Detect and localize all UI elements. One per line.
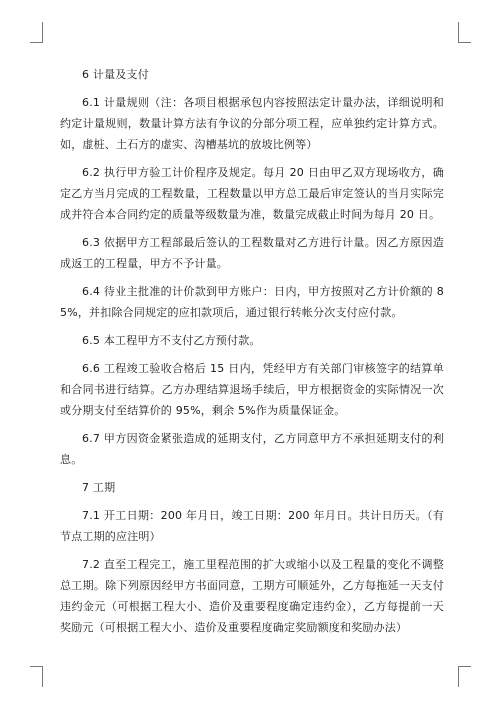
crop-mark-bottom-right <box>458 666 471 687</box>
document-body <box>60 64 444 645</box>
clause-6-6: 6.6 工程竣工验收合格后 15 日内，凭经甲方有关部门审核签字的结算单和合同书进行结算。乙方办理结算退场手续后，甲方根据资金的实际情况一次或分期支付至结算价的 95%，剩余 5%作为质量保证金。 <box>60 362 444 417</box>
clause-6-4: 6.4 待业主批准的计价款到甲方账户：日内，甲方按照对乙方计价额的 85%，并扣除合同规定的应扣款项后，通过银行转帐分次支付应付款。 <box>60 285 444 319</box>
crop-mark-top-right <box>458 22 471 43</box>
section-heading-payment: 6 计量及支付 <box>82 68 149 81</box>
clause-6-7: 6.7 甲方因资金紧张造成的延期支付，乙方同意甲方不承担延期支付的利息。 <box>60 432 444 466</box>
clause-7-2: 7.2 直至工程完工，施工里程范围的扩大或缩小以及工程量的变化不调整总工期。除下列原因经甲方书面同意，工期方可顺延外，乙方每拖延一天支付违约金元（可根据工程大小、造价及重要程度确定违约金），乙方每提前一天奖励元（可根据工程大小、造价及重要程度确定奖励额度和奖励办法） <box>60 558 444 634</box>
crop-mark-top-left <box>30 22 43 43</box>
section-heading-schedule: 7 工期 <box>82 481 116 494</box>
clause-6-2: 6.2 执行甲方验工计价程序及规定。每月 20 日由甲乙双方现场收方，确定乙方当月完成的工程数量，工程数量以甲方总工最后审定签认的当月实际完成并符合本合同约定的质量等级数量为准，数量完成截止时间为每月 20 日。 <box>60 166 444 221</box>
clause-7-1: 7.1 开工日期：200 年月日，竣工日期：200 年月日。共计日历天。（有节点工期的应注明） <box>60 509 444 543</box>
clause-6-3: 6.3 依据甲方工程部最后签认的工程数量对乙方进行计量。因乙方原因造成返工的工程量，甲方不予计量。 <box>60 236 444 270</box>
clause-6-1: 6.1 计量规则（注：各项目根据承包内容按照法定计量办法，详细说明和约定计量规则，数量计算方法有争议的分部分项工程，应单独约定计算方式。如，虚桩、土石方的虚实、沟槽基坑的放坡比例等） <box>60 96 444 151</box>
clause-6-5: 6.5 本工程甲方不支付乙方预付款。 <box>82 334 261 347</box>
crop-mark-bottom-left <box>30 666 43 687</box>
